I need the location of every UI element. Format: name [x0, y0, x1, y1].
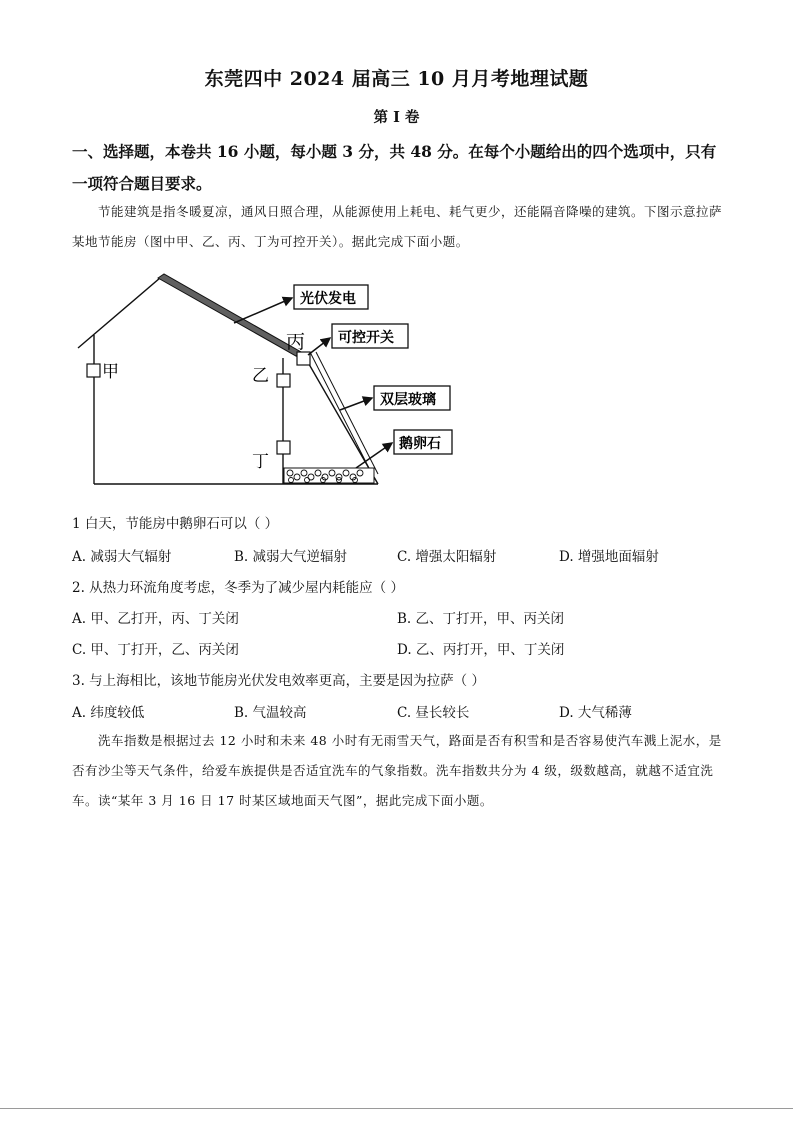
label-ding: 丁 [252, 452, 269, 472]
glass-inner-2 [316, 352, 378, 474]
passage-energy-building: 节能建筑是指冬暖夏凉，通风日照合理，从能源使用上耗电、耗气更少，还能隔音降噪的建筑。下图示意拉萨某地节能房（图中甲、乙、丙、丁为可控开关）。据此完成下面小题。 [72, 204, 723, 249]
question-1-option-d[interactable]: D. 增强地面辐射 [559, 549, 659, 565]
question-2-option-a[interactable]: A. 甲、乙打开，丙、丁关闭 [72, 611, 239, 627]
solar-panel [158, 274, 301, 356]
switch-ding [277, 441, 290, 454]
question-1-option-c[interactable]: C. 增强太阳辐射 [397, 549, 497, 565]
callout-glass-text: 双层玻璃 [380, 392, 436, 408]
question-1-option-b[interactable]: B. 减弱大气逆辐射 [234, 549, 348, 565]
question-1-stem: 1 白天，节能房中鹅卵石可以（ ） [72, 516, 279, 532]
question-2-option-b[interactable]: B. 乙、丁打开，甲、丙关闭 [397, 611, 565, 627]
page-bottom-rule [0, 1108, 793, 1109]
glass-inner-1 [310, 352, 372, 474]
callout-pebble-text: 鹅卵石 [399, 436, 441, 452]
label-bing: 丙 [286, 331, 306, 353]
label-yi: 乙 [252, 366, 269, 386]
question-3-option-d[interactable]: D. 大气稀薄 [559, 705, 632, 721]
question-3-stem: 3. 与上海相比，该地节能房光伏发电效率更高，主要是因为拉萨（ ） [72, 673, 485, 689]
question-3-option-c[interactable]: C. 昼长较长 [397, 705, 470, 721]
question-3-option-b[interactable]: B. 气温较高 [234, 705, 307, 721]
page-title: 东莞四中 2024 届高三 10 月月考地理试题 [204, 68, 589, 90]
question-2-option-c[interactable]: C. 甲、丁打开，乙、丙关闭 [72, 642, 239, 658]
arrow-switch [308, 338, 330, 355]
switch-jia [87, 364, 100, 377]
passage-car-wash-index: 洗车指数是根据过去 12 小时和未来 48 小时有无雨雪天气，路面是否有积雪和是否容易使汽车溅上泥水，是否有沙尘等天气条件，给爱车族提供是否适宜洗车的气象指数。洗车指数共分为 4 级，级数越高，就越不适宜洗车。读“某年 3 月 16 日 17 时某区域地面天气图”，据此完成下面小题。 [72, 733, 722, 808]
callout-switch-text: 可控开关 [338, 330, 394, 346]
callout-solar-text: 光伏发电 [300, 291, 356, 307]
question-2-stem: 2. 从热力环流角度考虑，冬季为了减少屋内耗能应（ ） [72, 580, 404, 596]
arrow-solar [234, 298, 292, 323]
question-2-option-d[interactable]: D. 乙、丙打开，甲、丁关闭 [397, 642, 565, 658]
section-heading: 一、选择题，本卷共 16 小题，每小题 3 分，共 48 分。在每个小题给出的四个选项中，只有一项符合题目要求。 [72, 142, 717, 193]
question-3-option-a[interactable]: A. 纬度较低 [72, 705, 145, 721]
switch-bing [297, 352, 310, 365]
label-jia: 甲 [102, 362, 119, 382]
energy-house-diagram [72, 268, 472, 493]
question-1-option-a[interactable]: A. 减弱大气辐射 [72, 549, 172, 565]
volume-label: 第 I 卷 [373, 109, 420, 126]
switch-yi [277, 374, 290, 387]
arrow-glass [340, 398, 372, 410]
